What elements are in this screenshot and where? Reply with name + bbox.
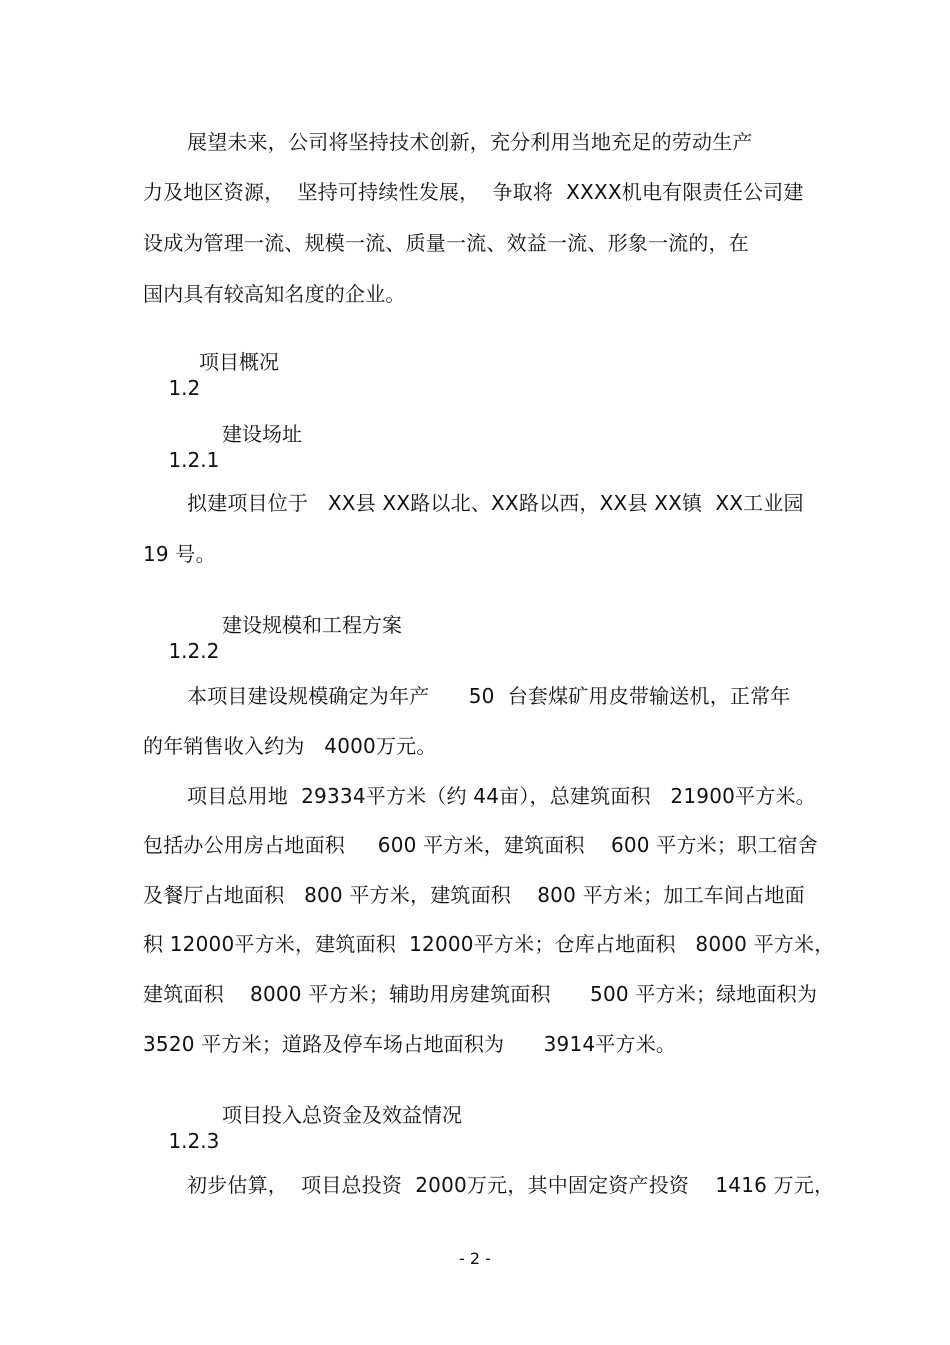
paragraph-line: 及餐厅占地面积 800 平方米，建筑面积 800 平方米；加工车间占地面	[143, 883, 805, 907]
paragraph-line: 拟建项目位于 XX县 XX路以北、XX路以西，XX县 XX镇 XX工业园	[187, 491, 804, 515]
paragraph-line: 项目总用地 29334平方米（约 44亩），总建筑面积 21900平方米。	[187, 784, 816, 808]
section-number: 1.2	[168, 376, 201, 400]
paragraph-line: 力及地区资源， 坚持可持续性发展， 争取将 XXXX机电有限责任公司建	[143, 180, 804, 204]
paragraph-line: 积 12000平方米，建筑面积 12000平方米；仓库占地面积 8000 平方米，	[143, 932, 835, 956]
paragraph-line: 的年销售收入约为 4000万元。	[143, 734, 437, 758]
paragraph-line: 包括办公用房占地面积 600 平方米，建筑面积 600 平方米；职工宿舍	[143, 833, 818, 857]
paragraph-line: 19 号。	[143, 542, 216, 566]
section-number: 1.2.1	[168, 448, 220, 472]
section-number: 1.2.3	[168, 1129, 220, 1153]
page-number: - 2 -	[459, 1249, 491, 1268]
paragraph-line: 展望未来，公司将坚持技术创新，充分利用当地充足的劳动生产	[187, 130, 753, 154]
section-number: 1.2.2	[168, 639, 220, 663]
section-title: 项目概况	[199, 350, 279, 374]
section-title: 建设规模和工程方案	[222, 613, 402, 637]
paragraph-line: 国内具有较高知名度的企业。	[143, 282, 406, 306]
paragraph-line: 初步估算， 项目总投资 2000万元，其中固定资产投资 1416 万元，	[187, 1173, 835, 1197]
section-title: 项目投入总资金及效益情况	[222, 1103, 462, 1127]
section-title: 建设场址	[222, 422, 302, 446]
paragraph-line: 3520 平方米；道路及停车场占地面积为 3914平方米。	[143, 1032, 677, 1056]
paragraph-line: 建筑面积 8000 平方米；辅助用房建筑面积 500 平方米；绿地面积为	[143, 982, 818, 1006]
paragraph-line: 本项目建设规模确定为年产 50 台套煤矿用皮带输送机，正常年	[187, 684, 791, 708]
paragraph-line: 设成为管理一流、规模一流、质量一流、效益一流、形象一流的，在	[143, 231, 749, 255]
